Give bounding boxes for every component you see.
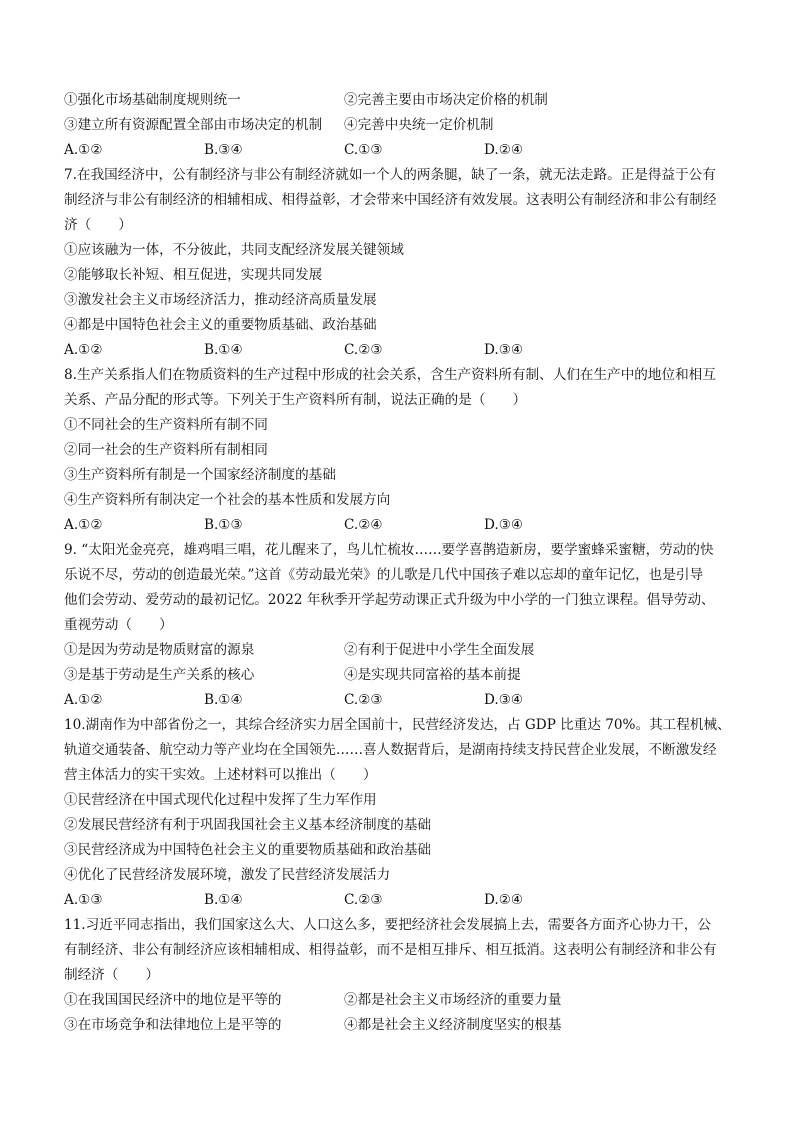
- question-stem: 11.习近平同志指出，我们国家这么大、人口这么多，要把经济社会发展搞上去，需要各方面齐心协力干，公: [64, 917, 711, 933]
- option-c: C.②③: [344, 892, 383, 908]
- option-d: D.③④: [484, 342, 524, 358]
- statement: ②能够取长补短、相互促进，实现共同发展: [64, 267, 323, 283]
- statement: ①不同社会的生产资料所有制不同: [64, 417, 268, 433]
- statement: ③生产资料所有制是一个国家经济制度的基础: [64, 467, 336, 483]
- statement: ①是因为劳动是物质财富的源泉: [64, 642, 255, 658]
- statement: ③是基于劳动是生产关系的核心: [64, 667, 255, 683]
- question-stem: 乐说不尽，劳动的创造最光荣。”这首《劳动最光荣》的儿歌是几代中国孩子难以忘却的童年记忆，也是引导: [64, 567, 704, 583]
- question-stem: 济（ ）: [64, 217, 132, 233]
- statement: ④优化了民营经济发展环境，激发了民营经济发展活力: [64, 867, 391, 883]
- statement: ④完善中央统一定价机制: [344, 117, 494, 133]
- statement: ②发展民营经济有利于巩固我国社会主义基本经济制度的基础: [64, 817, 432, 833]
- statement-row: [64, 90, 740, 110]
- question-stem: 他们会劳动、爱劳动的最初记忆。2022 年秋季开学起劳动课正式升级为中小学的一门独立课程。倡导劳动、: [64, 592, 715, 608]
- statement: ④都是社会主义经济制度坚实的根基: [344, 1017, 562, 1033]
- option-a: A.①③: [64, 892, 103, 908]
- statement-row: [64, 640, 740, 660]
- statement: ③建立所有资源配置全部由市场决定的机制: [64, 117, 323, 133]
- statement: ③激发社会主义市场经济活力，推动经济高质量发展: [64, 292, 377, 308]
- statement: ④是实现共同富裕的基本前提: [344, 667, 521, 683]
- statement: ④生产资料所有制决定一个社会的基本性质和发展方向: [64, 492, 391, 508]
- option-c: C.②③: [344, 342, 383, 358]
- question-stem: 轨道交通装备、航空动力等产业均在全国领先……喜人数据背后，是湖南持续支持民营企业发展，不断激发经: [64, 742, 717, 758]
- statement: ②有利于促进中小学生全面发展: [344, 642, 535, 658]
- question-stem: 制经济与非公有制经济的相辅相成、相得益彰，才会带来中国经济有效发展。这表明公有制经济和非公有制经: [64, 192, 717, 208]
- statement: ③在市场竞争和法律地位上是平等的: [64, 1017, 282, 1033]
- option-c: C.②③: [344, 692, 383, 708]
- option-a: A.①②: [64, 692, 103, 708]
- statement-row: [64, 990, 740, 1010]
- option-b: B.③④: [204, 142, 243, 158]
- statement-row: [64, 1015, 740, 1035]
- statement: ①应该融为一体，不分彼此，共同支配经济发展关键领域: [64, 242, 404, 258]
- question-stem: 7.在我国经济中，公有制经济与非公有制经济就如一个人的两条腿，缺了一条，就无法走路。正是得益于公有: [64, 167, 716, 183]
- question-stem: 10.湖南作为中部省份之一，其综合经济实力居全国前十，民营经济发达，占 GDP 比重达 70%。其工程机械、: [64, 717, 731, 733]
- question-stem: 8.生产关系指人们在物质资料的生产过程中形成的社会关系，含生产资料所有制、人们在生产中的地位和相互: [64, 367, 716, 383]
- question-stem: 9. “太阳光金亮亮，雄鸡唱三唱，花儿醒来了，鸟儿忙梳妆……要学喜鹊造新房，要学蜜蜂采蜜糖，劳动的快: [64, 542, 714, 558]
- option-b: B.①④: [204, 342, 243, 358]
- option-d: D.②④: [484, 142, 524, 158]
- question-stem: 有制经济、非公有制经济应该相辅相成、相得益彰，而不是相互排斥、相互抵消。这表明公有制经济和非公有: [64, 942, 717, 958]
- statement: ④都是中国特色社会主义的重要物质基础、政治基础: [64, 317, 377, 333]
- option-d: D.③④: [484, 692, 524, 708]
- option-a: A.①②: [64, 342, 103, 358]
- option-c: C.①③: [344, 142, 383, 158]
- option-b: B.①④: [204, 692, 243, 708]
- option-d: D.③④: [484, 517, 524, 533]
- question-stem: 关系、产品分配的形式等。下列关于生产资料所有制，说法正确的是（ ）: [64, 392, 527, 408]
- statement: ②同一社会的生产资料所有制相同: [64, 442, 268, 458]
- statement: ③民营经济成为中国特色社会主义的重要物质基础和政治基础: [64, 842, 432, 858]
- option-b: B.①③: [204, 517, 243, 533]
- option-c: C.②④: [344, 517, 383, 533]
- option-a: A.①②: [64, 142, 103, 158]
- question-stem: 制经济（ ）: [64, 967, 160, 983]
- statement: ①在我国国民经济中的地位是平等的: [64, 992, 282, 1008]
- option-b: B.①④: [204, 892, 243, 908]
- question-stem: 营主体活力的实干实效。上述材料可以推出（ ）: [64, 767, 377, 783]
- question-stem: 重视劳动（ ）: [64, 617, 173, 633]
- statement-row: [64, 665, 740, 685]
- statement-row: [64, 115, 740, 135]
- statement: ①民营经济在中国式现代化过程中发挥了生力军作用: [64, 792, 377, 808]
- statement: ②完善主要由市场决定价格的机制: [344, 92, 548, 108]
- statement: ②都是社会主义市场经济的重要力量: [344, 992, 562, 1008]
- option-a: A.①②: [64, 517, 103, 533]
- option-d: D.②④: [484, 892, 524, 908]
- statement: ①强化市场基础制度规则统一: [64, 92, 241, 108]
